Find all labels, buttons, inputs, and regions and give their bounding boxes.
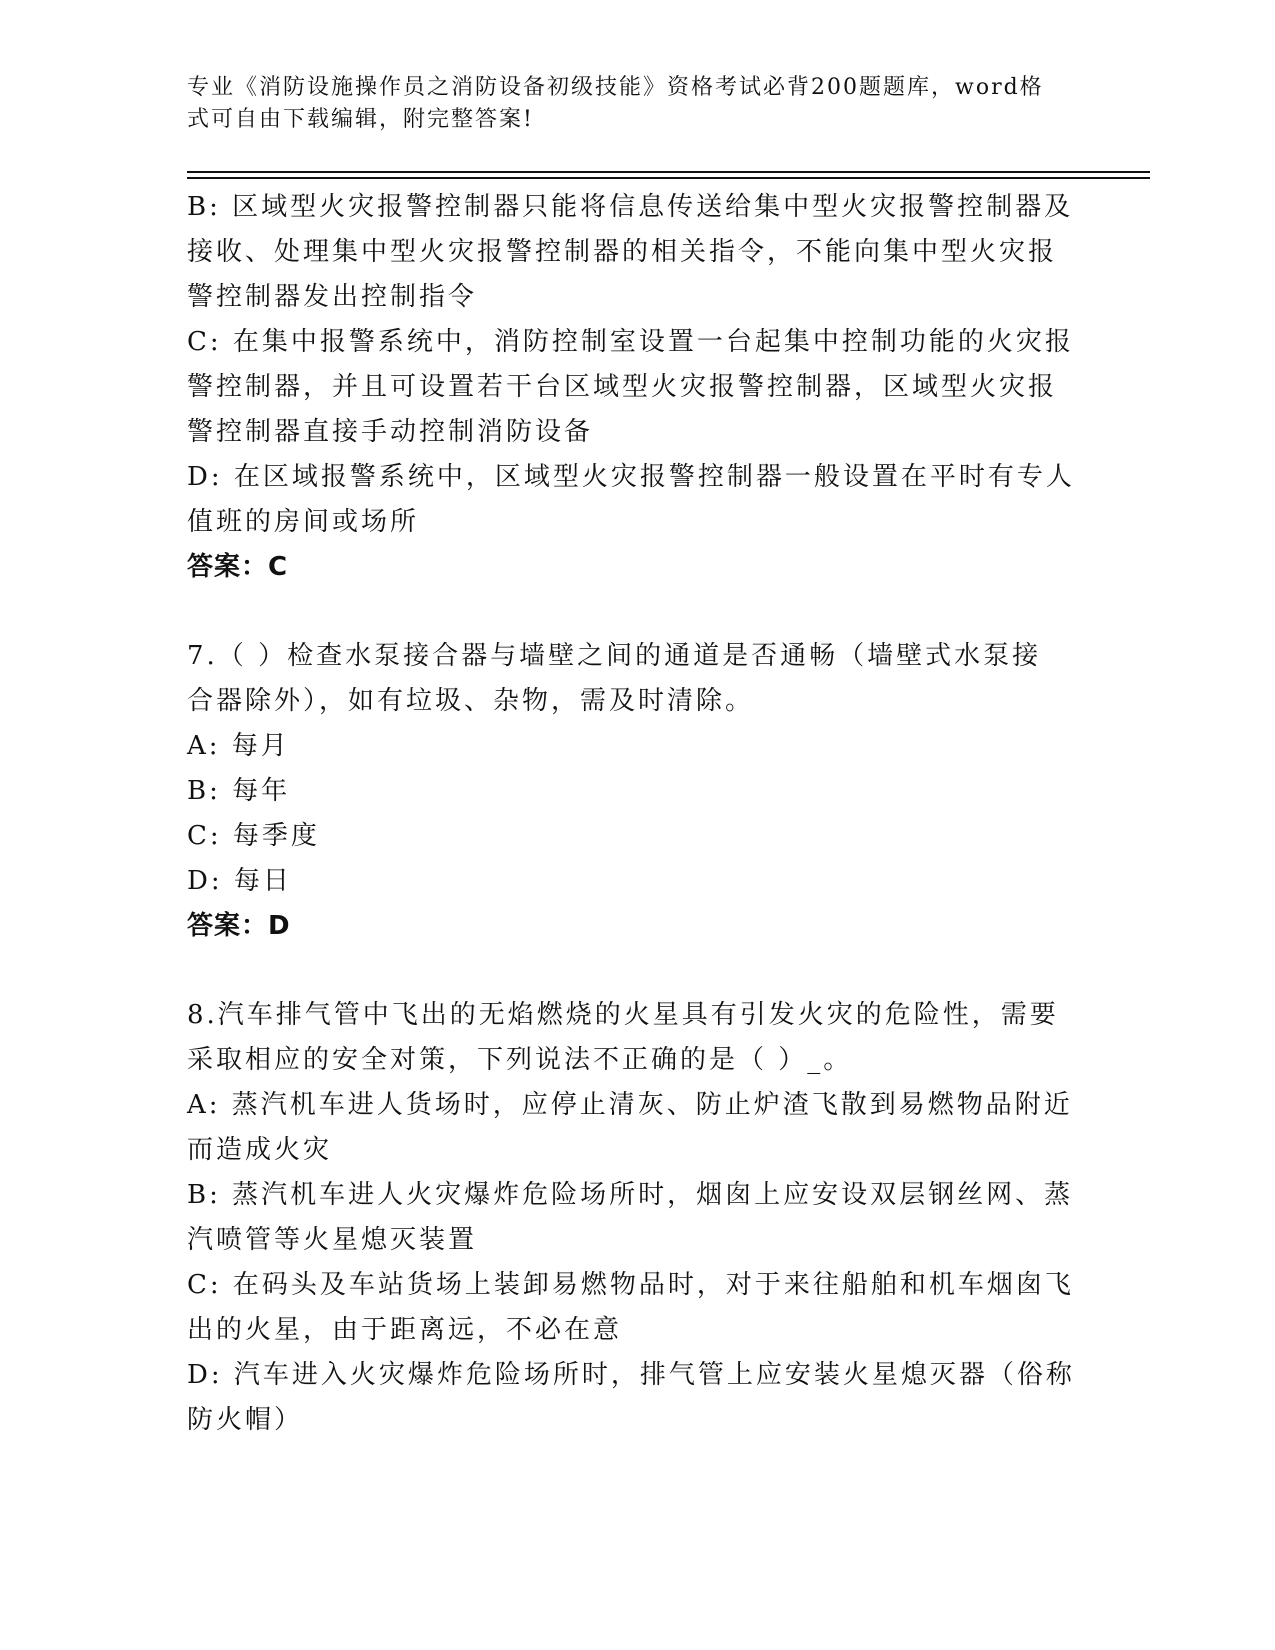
stem-line: 合器除外），如有垃圾、杂物，需及时清除。 [187,686,755,716]
question-8-option-c [187,1263,1074,1353]
question-7-option-a: A: 每月 [187,731,290,761]
stem-line: 8.汽车排气管中飞出的无焰燃烧的火星具有引发火灾的危险性，需要 [187,1000,1059,1030]
option-line: 警控制器，并且可设置若干台区域型火灾报警控制器，区域型火灾报 [187,372,1058,402]
option-line: B: 区域型火灾报警控制器只能将信息传送给集中型火灾报警控制器及 [187,192,1074,222]
document-header [187,72,1067,136]
question-separator [187,949,1067,993]
option-line: C: 在集中报警系统中，消防控制室设置一台起集中控制功能的火灾报 [187,327,1074,357]
question-7-option-c: C: 每季度 [187,821,320,851]
option-line: 防火帽） [187,1405,304,1435]
option-line: D: 在区域报警系统中，区域型火灾报警控制器一般设置在平时有专人 [187,462,1075,492]
option-line: 出的火星，由于距离远，不必在意 [187,1315,623,1345]
question-8-option-a [187,1083,1073,1173]
question-8-option-b [187,1173,1074,1263]
header-rule-top [187,171,1150,173]
document-body [187,185,1075,1443]
question-6-option-b [187,185,1074,320]
question-7-answer: 答案：D [187,911,291,941]
question-7-option-d: D: 每日 [187,866,292,896]
question-7-stem [187,634,1067,724]
question-8-stem [187,993,1067,1083]
header-rule-bottom [187,177,1150,179]
question-6-option-d [187,455,1075,545]
header-text-line-1: 专业《消防设施操作员之消防设备初级技能》资格考试必背200题题库，word格 [187,75,1044,100]
option-line: 汽喷管等火星熄灭装置 [187,1225,478,1255]
question-6-answer: 答案：C [187,552,289,582]
stem-line: 7.（ ）检查水泵接合器与墙壁之间的通道是否通畅（墙壁式水泵接 [187,641,1042,671]
option-line: C: 在码头及车站货场上装卸易燃物品时，对于来往船舶和机车烟囱飞 [187,1270,1074,1300]
question-6-option-c [187,320,1074,455]
question-separator [187,590,1067,634]
question-7-option-b: B: 每年 [187,776,291,806]
option-line: A: 蒸汽机车进人货场时，应停止清灰、防止炉渣飞散到易燃物品附近 [187,1090,1073,1120]
header-text-line-2: 式可自由下载编辑，附完整答案! [187,107,534,132]
stem-line: 采取相应的安全对策，下列说法不正确的是（ ）_。 [187,1045,853,1075]
option-line: 值班的房间或场所 [187,507,420,537]
option-line: 警控制器发出控制指令 [187,282,478,312]
option-line: D: 汽车进入火灾爆炸危险场所时，排气管上应安装火星熄灭器（俗称 [187,1360,1075,1390]
option-line: 而造成火灾 [187,1135,333,1165]
option-line: 警控制器直接手动控制消防设备 [187,417,594,447]
question-8-option-d [187,1353,1075,1443]
option-line: B: 蒸汽机车进人火灾爆炸危险场所时，烟囱上应安设双层钢丝网、蒸 [187,1180,1074,1210]
option-line: 接收、处理集中型火灾报警控制器的相关指令，不能向集中型火灾报 [187,237,1058,267]
